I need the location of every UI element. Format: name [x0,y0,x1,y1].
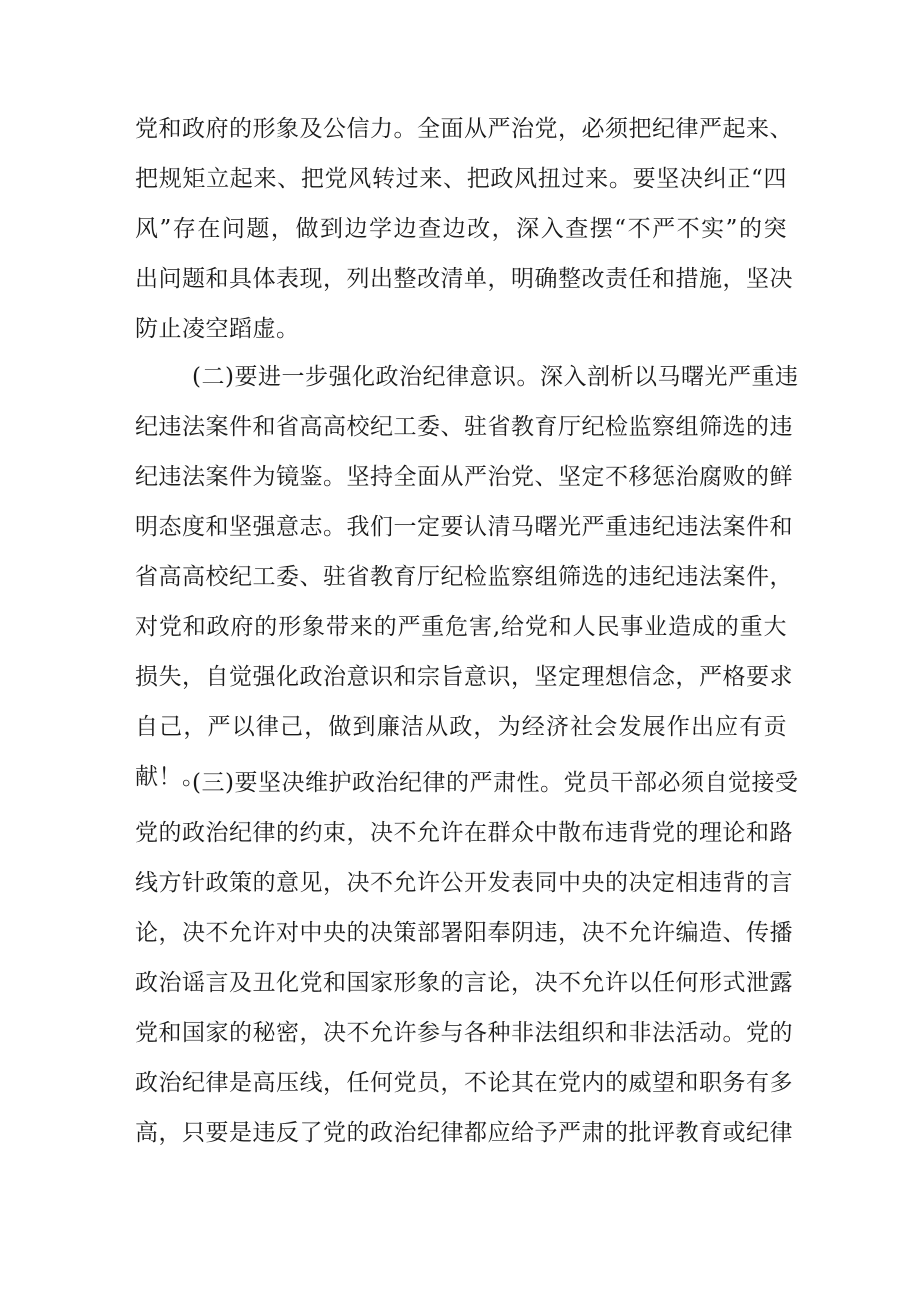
text-line: 明态度和坚强意志。我们一定要认清马曙光严重违纪违法案件和 [135,514,793,540]
text-line: 党和国家的秘密，决不允许参与各种非法组织和非法活动。党的 [135,1020,793,1046]
section-heading-line: (三)要坚决维护政治纪律的严肃性。党员干部必须自觉接受 [192,770,799,796]
text-line: 献！。 [135,764,206,790]
text-line: 高，只要是违反了党的政治纪律都应给予严肃的批评教育或纪律 [135,1120,793,1146]
section-heading-line: (二)要进一步强化政治纪律意识。深入剖析以马曙光严重违 [192,364,799,390]
text-line: 把规矩立起来、把党风转过来、把政风扭过来。要坚决纠正“四 [135,166,787,192]
text-line: 防止凌空蹈虚。 [135,316,300,342]
text-line: 省高高校纪工委、驻省教育厅纪检监察组筛选的违纪违法案件， [135,564,793,590]
text-line: 纪违法案件为镜鉴。坚持全面从严治党、坚定不移惩治腐败的鲜 [135,464,793,490]
text-line: 出问题和具体表现，列出整改清单，明确整改责任和措施，坚决 [135,266,793,292]
text-line: 自己，严以律己，做到廉洁从政，为经济社会发展作出应有贡 [135,714,787,740]
text-line: 风”存在问题，做到边学边查边改，深入查摆“不严不实”的突 [135,216,787,242]
text-line: 损失，自觉强化政治意识和宗旨意识，坚定理想信念，严格要求 [135,664,793,690]
text-line: 党的政治纪律的约束，决不允许在群众中散布违背党的理论和路 [135,820,793,846]
text-line: 政治纪律是高压线，任何党员，不论其在党内的威望和职务有多 [135,1070,793,1096]
text-line: 纪违法案件和省高高校纪工委、驻省教育厅纪检监察组筛选的违 [135,414,793,440]
text-line: 线方针政策的意见，决不允许公开发表同中央的决定相违背的言 [135,870,793,896]
text-line: 论，决不允许对中央的决策部署阳奉阴违，决不允许编造、传播 [135,920,793,946]
text-line: 政治谣言及丑化党和国家形象的言论，决不允许以任何形式泄露 [135,970,793,996]
text-line: 党和政府的形象及公信力。全面从严治党，必须把纪律严起来、 [135,116,793,142]
text-line: 对党和政府的形象带来的严重危害,给党和人民事业造成的重大 [135,614,787,640]
